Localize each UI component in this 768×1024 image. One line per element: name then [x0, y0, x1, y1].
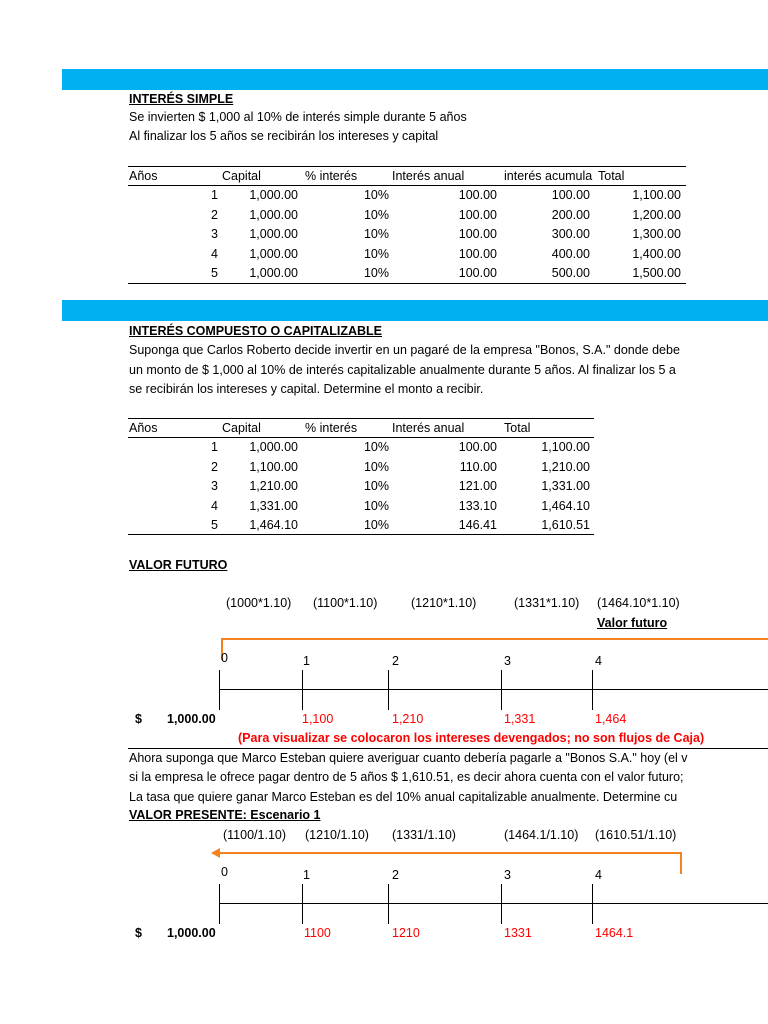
simple-table-cell: 10% [363, 188, 389, 202]
compound-table-cell: 1 [211, 440, 218, 454]
futuro-tick-1: 1 [303, 654, 310, 668]
simple-table-cell: 200.00 [551, 207, 590, 222]
presente-line1: Ahora suponga que Marco Esteban quiere averiguar cuanto debería pagarle a "Bonos S.A." hoy (el v [129, 751, 688, 765]
simple-table-cell: 10% [363, 266, 389, 280]
simple-table-bottom-border [128, 283, 686, 284]
compound-header-border [128, 437, 594, 438]
section-bar-compound [62, 300, 768, 321]
presente-title: VALOR PRESENTE: Escenario 1 [129, 808, 321, 822]
simple-table-cell: 5 [211, 266, 218, 280]
futuro-timeline-mark-2 [388, 670, 389, 710]
compound-table-cell: 100.00 [458, 440, 497, 454]
compound-line2: un monto de $ 1,000 al 10% de interés capitalizable anualmente durante 5 años. Al finalizar los 5 a [129, 363, 676, 377]
simple-table-cell: 100.00 [458, 266, 497, 280]
presente-arrow-right-tick [680, 852, 682, 874]
futuro-tick-0: 0 [221, 651, 228, 665]
compound-table-cell: 1,331.00 [541, 479, 590, 493]
simple-table-cell: 1,300.00 [632, 227, 681, 241]
presente-arrow-shaft [218, 852, 682, 854]
presente-timeline-mark-4 [592, 884, 593, 924]
simple-header-interes: % interés [305, 169, 358, 183]
presente-timeline-mark-1 [302, 884, 303, 924]
presente-formula-1: (1100/1.10) [223, 828, 287, 842]
futuro-value-2: 1,210 [392, 712, 424, 726]
simple-header-anos: Años [129, 169, 158, 183]
simple-table-cell: 10% [363, 227, 389, 241]
presente-top-border [128, 748, 768, 749]
futuro-formula-4: (1331*1.10) [514, 596, 580, 610]
compound-table-cell: 4 [211, 498, 218, 513]
futuro-timeline-mark-4 [592, 670, 593, 710]
presente-timeline-mark-0 [219, 884, 220, 924]
presente-timeline-mark-3 [501, 884, 502, 924]
compound-table-cell: 10% [363, 440, 389, 454]
futuro-formula-2: (1100*1.10) [313, 596, 378, 610]
simple-table-cell: 1,100.00 [632, 188, 681, 202]
compound-table-cell: 1,000.00 [249, 440, 298, 454]
compound-table-cell: 1,210.00 [541, 459, 590, 474]
compound-header-interes: % interés [305, 421, 358, 435]
presente-formula-4: (1464.1/1.10) [504, 828, 579, 842]
futuro-tick-3: 3 [504, 654, 511, 668]
futuro-dollar: $ [135, 712, 142, 726]
compound-table-cell: 10% [363, 459, 389, 474]
simple-line1: Se invierten $ 1,000 al 10% de interés simple durante 5 años [129, 110, 467, 124]
simple-table-cell: 10% [363, 207, 389, 222]
compound-table-cell: 1,464.10 [249, 518, 298, 532]
simple-header-interes-anual: Interés anual [392, 169, 465, 183]
compound-table-cell: 146.41 [458, 518, 497, 532]
futuro-timeline-mark-0 [219, 670, 220, 710]
simple-table-cell: 400.00 [551, 246, 590, 261]
compound-table-cell: 133.10 [458, 498, 497, 513]
compound-header-capital: Capital [222, 421, 261, 435]
compound-line1: Suponga que Carlos Roberto decide invertir en un pagaré de la empresa "Bonos, S.A." donde debe [129, 343, 680, 357]
futuro-note: (Para visualizar se colocaron los intereses devengados; no son flujos de Caja) [238, 731, 705, 745]
futuro-formula-5: (1464.10*1.10) [597, 596, 680, 610]
section-bar-simple [62, 69, 768, 90]
simple-header-border [128, 185, 686, 186]
presente-value-1: 1100 [304, 926, 331, 940]
presente-formula-5: (1610.51/1.10) [595, 828, 677, 842]
compound-table-cell: 10% [363, 498, 389, 513]
presente-tick-2: 2 [392, 868, 399, 882]
simple-table-cell: 1,000.00 [249, 227, 298, 241]
presente-value-4: 1464.1 [595, 926, 634, 940]
presente-tick-1: 1 [303, 868, 310, 882]
futuro-title: VALOR FUTURO [129, 558, 228, 572]
presente-value-2: 1210 [392, 926, 420, 940]
simple-table-top-border [128, 166, 686, 167]
simple-table-cell: 1,200.00 [632, 207, 681, 222]
simple-table-cell: 2 [211, 207, 218, 222]
compound-table-cell: 1,464.10 [541, 498, 590, 513]
simple-table-cell: 10% [363, 246, 389, 261]
simple-table-cell: 3 [211, 227, 218, 241]
presente-timeline-mark-2 [388, 884, 389, 924]
futuro-timeline-mark-3 [501, 670, 502, 710]
compound-title: INTERÉS COMPUESTO O CAPITALIZABLE [129, 324, 383, 338]
simple-table-cell: 1,400.00 [632, 246, 681, 261]
compound-header-interes-anual: Interés anual [392, 421, 465, 435]
futuro-value-1: 1,100 [302, 712, 334, 726]
presente-value-3: 1331 [504, 926, 532, 940]
simple-table-cell: 100.00 [458, 207, 497, 222]
futuro-formula-1: (1000*1.10) [226, 596, 292, 610]
futuro-value-4: 1,464 [595, 712, 627, 726]
simple-table-cell: 4 [211, 246, 218, 261]
simple-header-total: Total [598, 169, 625, 183]
simple-table-cell: 100.00 [458, 227, 497, 241]
compound-table-bottom-border [128, 534, 594, 535]
simple-table-cell: 100.00 [551, 188, 590, 202]
compound-table-cell: 121.00 [458, 479, 497, 493]
compound-header-anos: Años [129, 421, 158, 435]
presente-tick-3: 3 [504, 868, 511, 882]
compound-table-cell: 1,610.51 [541, 518, 590, 532]
compound-line3: se recibirán los intereses y capital. Determine el monto a recibir. [129, 382, 484, 396]
futuro-arrow-shaft [221, 638, 768, 640]
simple-table-cell: 1,000.00 [249, 246, 298, 261]
simple-table-cell: 1,500.00 [632, 266, 681, 280]
futuro-arrow-label: Valor futuro [597, 616, 668, 630]
presente-formula-2: (1210/1.10) [305, 828, 369, 842]
futuro-formula-3: (1210*1.10) [411, 596, 477, 610]
simple-header-interes-acumula: interés acumula [504, 169, 593, 183]
simple-table-cell: 500.00 [551, 266, 590, 280]
simple-table-cell: 100.00 [458, 246, 497, 261]
compound-table-cell: 10% [363, 479, 389, 493]
compound-table-cell: 5 [211, 518, 218, 532]
futuro-value-3: 1,331 [504, 712, 536, 726]
simple-table-cell: 1,000.00 [249, 207, 298, 222]
simple-table-cell: 1,000.00 [249, 188, 298, 202]
simple-table-cell: 1 [211, 188, 218, 202]
compound-table-cell: 1,210.00 [249, 479, 298, 493]
compound-table-cell: 1,331.00 [249, 498, 298, 513]
simple-table-cell: 100.00 [458, 188, 497, 202]
simple-line2: Al finalizar los 5 años se recibirán los intereses y capital [129, 129, 439, 143]
presente-formula-3: (1331/1.10) [392, 828, 456, 842]
simple-table-cell: 1,000.00 [249, 266, 298, 280]
presente-line3: La tasa que quiere ganar Marco Esteban es del 10% anual capitalizable anualmente. Determine cu [129, 790, 678, 804]
futuro-tick-4: 4 [595, 654, 602, 668]
presente-tick-0: 0 [221, 865, 228, 879]
futuro-timeline-mark-1 [302, 670, 303, 710]
simple-title: INTERÉS SIMPLE [129, 92, 234, 106]
presente-dollar: $ [135, 926, 142, 940]
futuro-amount: 1,000.00 [167, 712, 216, 726]
compound-table-cell: 10% [363, 518, 389, 532]
compound-table-cell: 2 [211, 459, 218, 474]
simple-table-cell: 300.00 [551, 227, 590, 241]
simple-header-capital: Capital [222, 169, 261, 183]
presente-tick-4: 4 [595, 868, 602, 882]
compound-table-cell: 3 [211, 479, 218, 493]
futuro-tick-2: 2 [392, 654, 399, 668]
compound-table-cell: 1,100.00 [249, 459, 298, 474]
compound-header-total: Total [504, 421, 531, 435]
compound-table-cell: 1,100.00 [541, 440, 590, 454]
presente-line2: si la empresa le ofrece pagar dentro de 5 años $ 1,610.51, es decir ahora cuenta con el valor futuro; [129, 770, 684, 784]
compound-table-top-border [128, 418, 594, 419]
presente-amount: 1,000.00 [167, 926, 216, 940]
compound-table-cell: 110.00 [459, 459, 497, 474]
presente-arrow-head [211, 848, 220, 858]
